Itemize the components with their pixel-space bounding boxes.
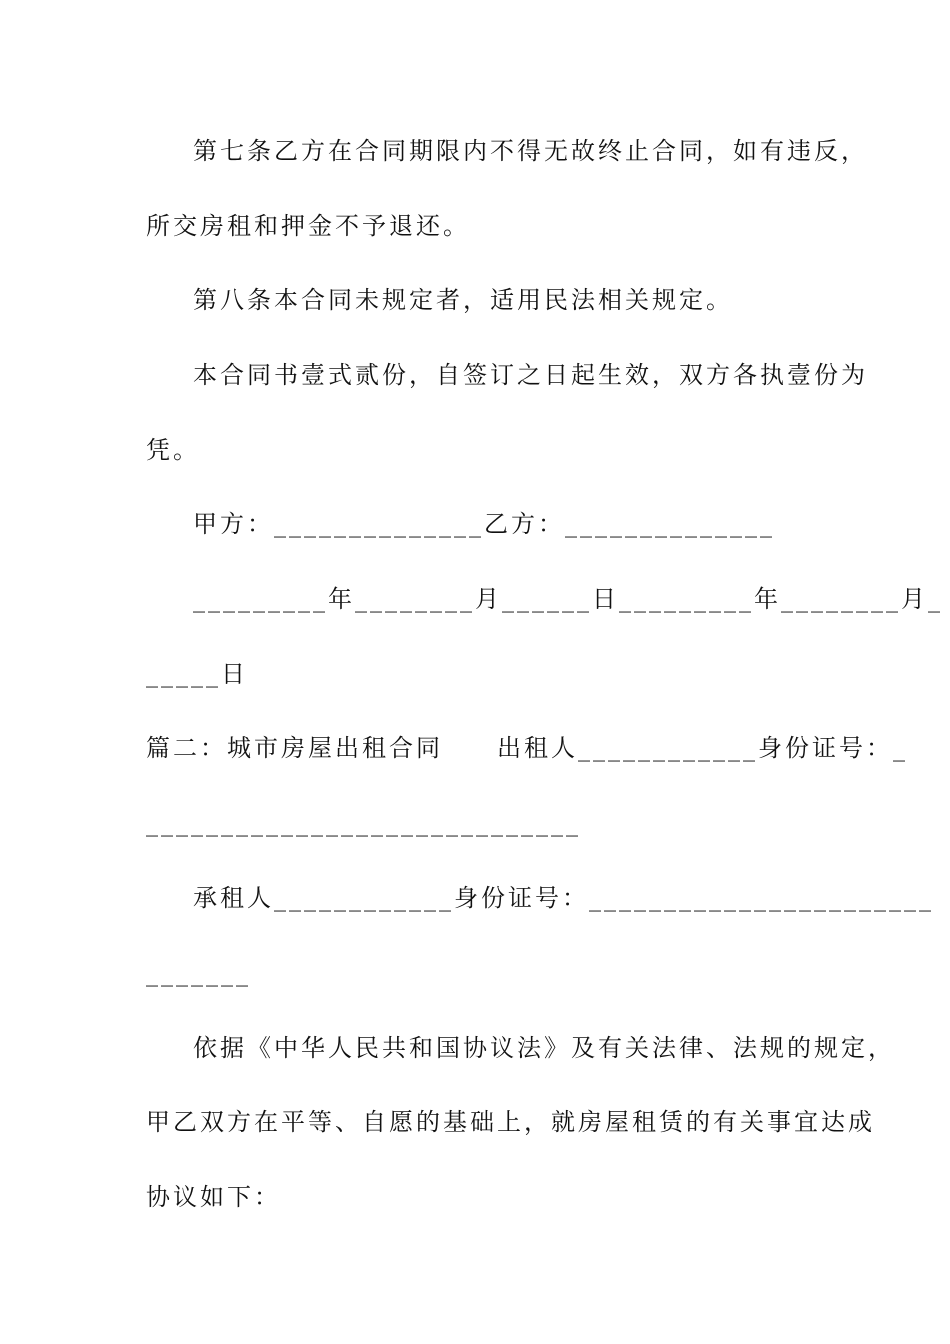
text-line: 甲乙双方在平等、自愿的基础上，就房屋租赁的有关事宜达成 [146, 1108, 875, 1136]
blank-line: _______ [146, 959, 251, 987]
text-line: 协议如下： [146, 1183, 281, 1211]
text-line: 凭。 [146, 436, 200, 464]
date-line: _____日 [146, 660, 248, 688]
text-line: 依据《中华人民共和国协议法》及有关法律、法规的规定， [193, 1034, 895, 1062]
signature-line: 甲方：______________乙方：______________ [193, 510, 775, 538]
text-line: 本合同书壹式贰份，自签订之日起生效，双方各执壹份为 [193, 361, 868, 389]
date-line: _________年________月______日_________年________月_ [193, 585, 943, 613]
text-line: 第八条本合同未规定者，适用民法相关规定。 [193, 286, 733, 314]
blank-line: _____________________________ [146, 809, 581, 837]
text-line: 第七条乙方在合同期限内不得无故终止合同，如有违反， [193, 137, 868, 165]
text-line: 所交房租和押金不予退还。 [146, 212, 470, 240]
text-line: 承租人____________身份证号：_______________________ [193, 884, 934, 912]
section-heading: 篇二：城市房屋出租合同 出租人____________身份证号：_ [146, 734, 908, 762]
